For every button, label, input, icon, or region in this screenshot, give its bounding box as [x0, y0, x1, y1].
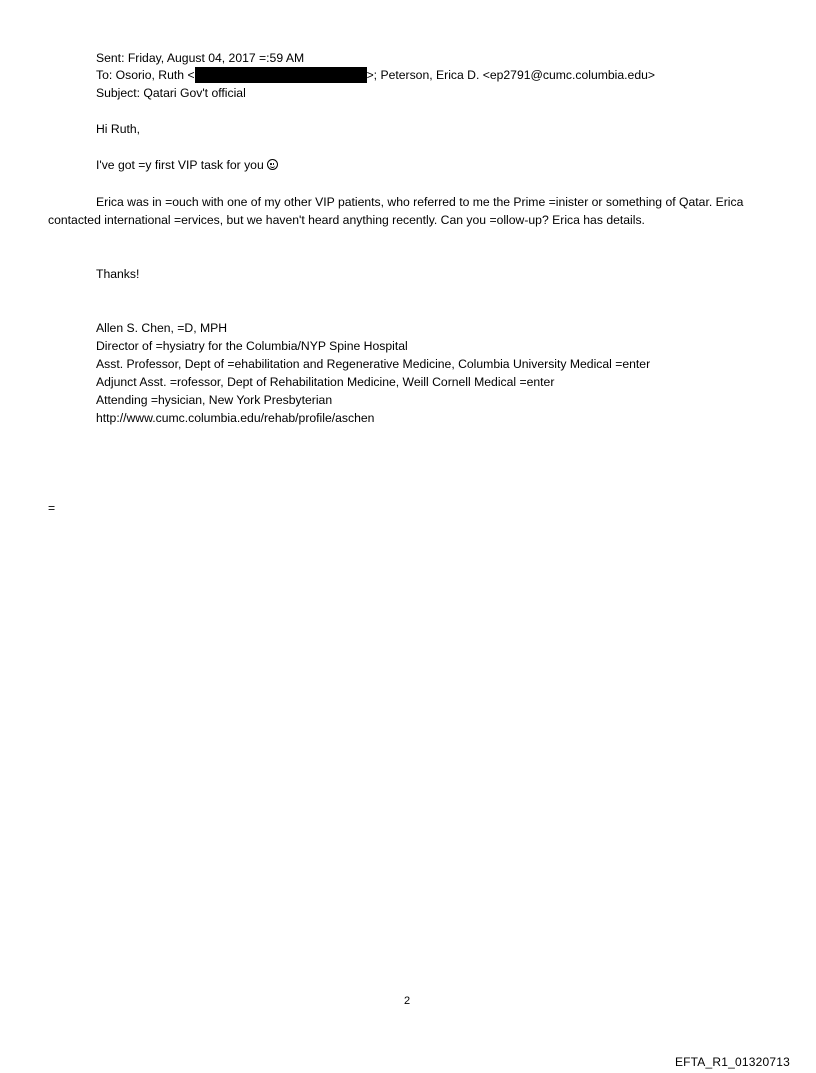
sent-line: Sent: Friday, August 04, 2017 =:59 AM: [96, 51, 305, 65]
to-line: [96, 67, 655, 83]
thanks-line: Thanks!: [96, 267, 140, 281]
redaction-block: [195, 67, 367, 83]
signature-title-4: Attending =hysician, New York Presbyterian: [96, 393, 333, 407]
signature-title-3: Adjunct Asst. =rofessor, Dept of Rehabilitation Medicine, Weill Cornell Medical =enter: [96, 375, 555, 389]
body-line-1: [96, 157, 278, 173]
page-number: 2: [404, 995, 411, 1007]
signature-url: http://www.cumc.columbia.edu/rehab/profile/aschen: [96, 411, 375, 425]
smiley-icon: [267, 159, 278, 170]
signature-name: Allen S. Chen, =D, MPH: [96, 321, 228, 335]
greeting: Hi Ruth,: [96, 122, 141, 136]
document-id: EFTA_R1_01320713: [674, 1055, 790, 1069]
body-line-1-text: I've got =y first VIP task for you: [96, 158, 264, 172]
signature-title-2: Asst. Professor, Dept of =ehabilitation and Regenerative Medicine, Columbia University Medical =enter: [96, 357, 651, 371]
to-prefix: To: Osorio, Ruth <: [96, 68, 195, 82]
body-paragraph: Erica was in =ouch with one of my other VIP patients, who referred to me the Prime =inister or something of Qatar. Erica contacted international =ervices, but we haven't heard anything recently. Can you =ollow-up? Erica has details.: [48, 195, 744, 227]
subject-line: Subject: Qatari Gov't official: [96, 86, 246, 100]
signature-title-1: Director of =hysiatry for the Columbia/NYP Spine Hospital: [96, 339, 408, 353]
to-suffix: >; Peterson, Erica D. <ep2791@cumc.columbia.edu>: [366, 68, 656, 82]
stray-equals: =: [48, 501, 56, 515]
